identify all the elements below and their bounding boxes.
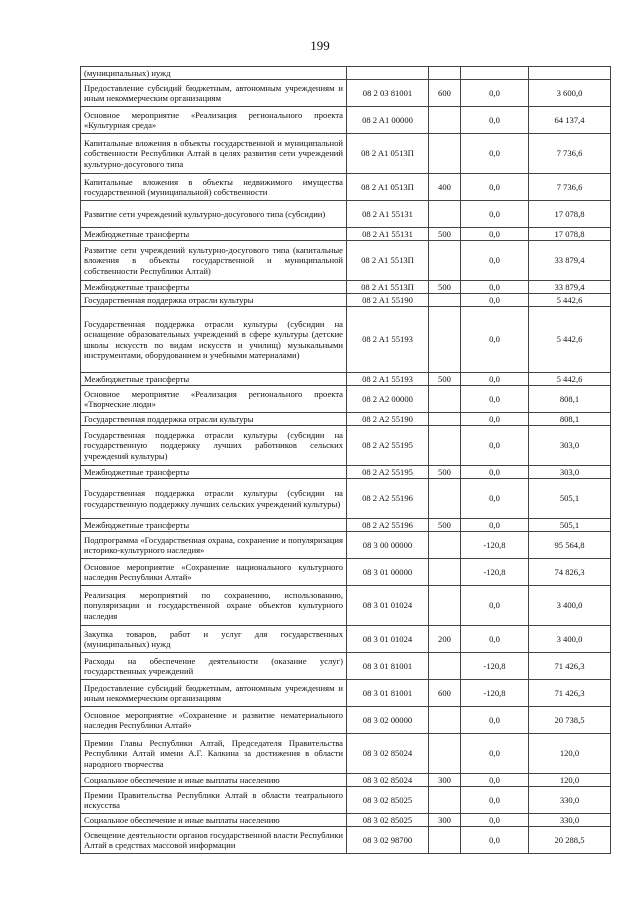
table-row: [81, 586, 611, 626]
row-total: 808,1: [529, 413, 611, 426]
row-total: 33 879,4: [529, 241, 611, 281]
row-code: 08 2 A2 55195: [347, 426, 429, 466]
row-total: 120,0: [529, 774, 611, 787]
table-row: [81, 734, 611, 774]
row-code: 08 2 A1 55131: [347, 201, 429, 228]
row-name: Подпрограмма «Государственная охрана, сохранение и популяризация историко-культурного наследия»: [81, 532, 347, 559]
row-name: Реализация мероприятий по сохранению, использованию, популяризации и государственной охране объектов культурного наследия: [81, 586, 347, 626]
row-total: 7 736,6: [529, 134, 611, 174]
row-change: 0,0: [461, 787, 529, 814]
row-total: 64 137,4: [529, 107, 611, 134]
table-row: [81, 479, 611, 519]
table-row: [81, 680, 611, 707]
row-code: 08 3 02 98700: [347, 827, 429, 854]
row-name: (муниципальных) нужд: [81, 67, 347, 80]
row-name: Развитие сети учреждений культурно-досугового типа (капитальные вложения в объекты государственной и муниципальной собственности Республики Алтай): [81, 241, 347, 281]
row-name: Государственная поддержка отрасли культуры (субсидии на государственную поддержку лучших сельских учреждений культуры): [81, 479, 347, 519]
row-total: 17 078,8: [529, 201, 611, 228]
row-total: 5 442,6: [529, 307, 611, 373]
row-total: 7 736,6: [529, 174, 611, 201]
row-total: 95 564,8: [529, 532, 611, 559]
row-name: Премии Правительства Республики Алтай в области театрального искусства: [81, 787, 347, 814]
row-code: 08 2 A2 55190: [347, 413, 429, 426]
table-row: [81, 107, 611, 134]
row-expense-type: 400: [429, 174, 461, 201]
row-code: 08 2 A1 55190: [347, 294, 429, 307]
row-name: Основное мероприятие «Реализация регионального проекта «Творческие люди»: [81, 386, 347, 413]
row-code: 08 3 00 00000: [347, 532, 429, 559]
row-change: -120,8: [461, 559, 529, 586]
row-change: 0,0: [461, 774, 529, 787]
row-total: 505,1: [529, 479, 611, 519]
row-code: 08 3 01 01024: [347, 626, 429, 653]
table-row: [81, 559, 611, 586]
row-code: 08 3 01 81001: [347, 680, 429, 707]
row-expense-type: 500: [429, 373, 461, 386]
row-total: 71 426,3: [529, 680, 611, 707]
row-name: Расходы на обеспечение деятельности (оказание услуг) государственных учреждений: [81, 653, 347, 680]
row-change: 0,0: [461, 466, 529, 479]
row-expense-type: [429, 294, 461, 307]
row-total: 808,1: [529, 386, 611, 413]
row-change: 0,0: [461, 386, 529, 413]
row-name: Капитальные вложения в объекты недвижимого имущества государственной (муниципальной) собственности: [81, 174, 347, 201]
table-row: [81, 201, 611, 228]
budget-table-body: [81, 67, 611, 854]
table-row: [81, 774, 611, 787]
row-name: Социальное обеспечение и иные выплаты населению: [81, 814, 347, 827]
row-code: 08 2 A1 55131: [347, 228, 429, 241]
row-name: Межбюджетные трансферты: [81, 466, 347, 479]
row-code: 08 2 A2 55196: [347, 479, 429, 519]
row-change: 0,0: [461, 201, 529, 228]
row-total: 3 400,0: [529, 586, 611, 626]
table-row: [81, 814, 611, 827]
row-total: 71 426,3: [529, 653, 611, 680]
row-change: 0,0: [461, 586, 529, 626]
row-change: -120,8: [461, 653, 529, 680]
row-name: Основное мероприятие «Сохранение национального культурного наследия Республики Алтай»: [81, 559, 347, 586]
row-change: 0,0: [461, 413, 529, 426]
row-name: Предоставление субсидий бюджетным, автономным учреждениям и иным некоммерческим организациям: [81, 680, 347, 707]
page-number: 199: [310, 38, 330, 53]
row-code: 08 3 02 00000: [347, 707, 429, 734]
row-change: 0,0: [461, 107, 529, 134]
row-code: 08 3 01 81001: [347, 653, 429, 680]
row-expense-type: [429, 307, 461, 373]
table-row: [81, 787, 611, 814]
row-expense-type: [429, 134, 461, 174]
table-row: [81, 134, 611, 174]
row-change: 0,0: [461, 707, 529, 734]
row-code: 08 2 A1 0513П: [347, 174, 429, 201]
row-expense-type: [429, 413, 461, 426]
row-name: Государственная поддержка отрасли культуры: [81, 413, 347, 426]
row-name: Межбюджетные трансферты: [81, 281, 347, 294]
row-code: 08 2 03 81001: [347, 80, 429, 107]
row-total: [529, 67, 611, 80]
row-expense-type: 600: [429, 80, 461, 107]
row-expense-type: [429, 787, 461, 814]
row-total: 33 879,4: [529, 281, 611, 294]
row-total: 74 826,3: [529, 559, 611, 586]
table-row: [81, 827, 611, 854]
row-name: Государственная поддержка отрасли культуры (субсидии на оснащение образовательных учреждений в сфере культуры (детские школы искусств по видам искусств и училищ) музыкальными инструментами, оборудованием и учебными материалами): [81, 307, 347, 373]
row-total: 5 442,6: [529, 373, 611, 386]
row-change: 0,0: [461, 80, 529, 107]
row-expense-type: 300: [429, 814, 461, 827]
row-code: 08 2 A2 55196: [347, 519, 429, 532]
row-name: Развитие сети учреждений культурно-досугового типа (субсидии): [81, 201, 347, 228]
row-code: 08 2 A1 5513П: [347, 241, 429, 281]
row-name: Межбюджетные трансферты: [81, 519, 347, 532]
table-row: [81, 294, 611, 307]
row-code: 08 3 02 85025: [347, 787, 429, 814]
row-name: Капитальные вложения в объекты государственной и муниципальной собственности Республики Алтай в целях развития сети учреждений культурно-досугового типа: [81, 134, 347, 174]
row-total: 505,1: [529, 519, 611, 532]
row-expense-type: [429, 426, 461, 466]
row-change: 0,0: [461, 426, 529, 466]
row-expense-type: 500: [429, 466, 461, 479]
row-name: Основное мероприятие «Реализация регионального проекта «Культурная среда»: [81, 107, 347, 134]
table-row: [81, 626, 611, 653]
table-row: [81, 67, 611, 80]
row-change: 0,0: [461, 228, 529, 241]
row-expense-type: 500: [429, 281, 461, 294]
row-expense-type: 500: [429, 228, 461, 241]
table-row: [81, 532, 611, 559]
row-code: 08 3 01 00000: [347, 559, 429, 586]
row-expense-type: [429, 559, 461, 586]
row-total: 303,0: [529, 466, 611, 479]
row-code: 08 2 A1 55193: [347, 373, 429, 386]
table-row: [81, 80, 611, 107]
table-row: [81, 307, 611, 373]
table-row: [81, 519, 611, 532]
row-code: 08 2 A2 00000: [347, 386, 429, 413]
row-total: 120,0: [529, 734, 611, 774]
budget-table: [80, 66, 611, 854]
row-change: 0,0: [461, 827, 529, 854]
row-code: 08 3 02 85025: [347, 814, 429, 827]
row-expense-type: [429, 107, 461, 134]
row-code: 08 2 A1 00000: [347, 107, 429, 134]
row-change: 0,0: [461, 174, 529, 201]
row-change: 0,0: [461, 814, 529, 827]
table-row: [81, 174, 611, 201]
row-total: 20 288,5: [529, 827, 611, 854]
row-change: 0,0: [461, 479, 529, 519]
row-change: -120,8: [461, 532, 529, 559]
row-name: Основное мероприятие «Сохранение и развитие нематериального наследия Республики Алтай»: [81, 707, 347, 734]
row-change: 0,0: [461, 134, 529, 174]
row-code: [347, 67, 429, 80]
row-total: 5 442,6: [529, 294, 611, 307]
table-row: [81, 281, 611, 294]
row-expense-type: 200: [429, 626, 461, 653]
row-expense-type: [429, 653, 461, 680]
row-change: 0,0: [461, 734, 529, 774]
row-expense-type: 300: [429, 774, 461, 787]
row-name: Государственная поддержка отрасли культуры (субсидии на государственную поддержку лучших работников сельских учреждений культуры): [81, 426, 347, 466]
row-expense-type: [429, 479, 461, 519]
row-expense-type: [429, 586, 461, 626]
table-row: [81, 413, 611, 426]
row-change: [461, 67, 529, 80]
table-row: [81, 228, 611, 241]
row-total: 17 078,8: [529, 228, 611, 241]
row-change: 0,0: [461, 373, 529, 386]
row-change: 0,0: [461, 294, 529, 307]
row-name: Социальное обеспечение и иные выплаты населению: [81, 774, 347, 787]
table-row: [81, 241, 611, 281]
row-change: 0,0: [461, 307, 529, 373]
table-row: [81, 466, 611, 479]
row-code: 08 2 A1 55193: [347, 307, 429, 373]
row-name: Освещение деятельности органов государственной власти Республики Алтай в средствах массовой информации: [81, 827, 347, 854]
row-total: 20 738,5: [529, 707, 611, 734]
row-expense-type: [429, 532, 461, 559]
row-expense-type: [429, 827, 461, 854]
row-total: 3 400,0: [529, 626, 611, 653]
row-expense-type: 600: [429, 680, 461, 707]
row-name: Межбюджетные трансферты: [81, 228, 347, 241]
row-expense-type: [429, 386, 461, 413]
row-change: 0,0: [461, 241, 529, 281]
table-row: [81, 653, 611, 680]
row-code: 08 3 02 85024: [347, 774, 429, 787]
row-change: 0,0: [461, 281, 529, 294]
row-code: 08 2 A1 5513П: [347, 281, 429, 294]
row-expense-type: [429, 707, 461, 734]
row-name: Межбюджетные трансферты: [81, 373, 347, 386]
row-expense-type: [429, 241, 461, 281]
row-name: Закупка товаров, работ и услуг для государственных (муниципальных) нужд: [81, 626, 347, 653]
row-name: Премии Главы Республики Алтай, Председателя Правительства Республики Алтай имени А.Г. Калкина за достижения в области народного творчества: [81, 734, 347, 774]
row-total: 330,0: [529, 814, 611, 827]
table-row: [81, 707, 611, 734]
row-name: Предоставление субсидий бюджетным, автономным учреждениям и иным некоммерческим организациям: [81, 80, 347, 107]
row-change: -120,8: [461, 680, 529, 707]
table-row: [81, 386, 611, 413]
row-code: 08 2 A1 0513П: [347, 134, 429, 174]
row-change: 0,0: [461, 519, 529, 532]
row-name: Государственная поддержка отрасли культуры: [81, 294, 347, 307]
row-code: 08 3 01 01024: [347, 586, 429, 626]
row-total: 3 600,0: [529, 80, 611, 107]
row-expense-type: [429, 734, 461, 774]
row-expense-type: [429, 67, 461, 80]
row-total: 303,0: [529, 426, 611, 466]
row-expense-type: [429, 201, 461, 228]
table-row: [81, 373, 611, 386]
row-code: 08 3 02 85024: [347, 734, 429, 774]
row-code: 08 2 A2 55195: [347, 466, 429, 479]
table-row: [81, 426, 611, 466]
row-total: 330,0: [529, 787, 611, 814]
row-change: 0,0: [461, 626, 529, 653]
row-expense-type: 500: [429, 519, 461, 532]
